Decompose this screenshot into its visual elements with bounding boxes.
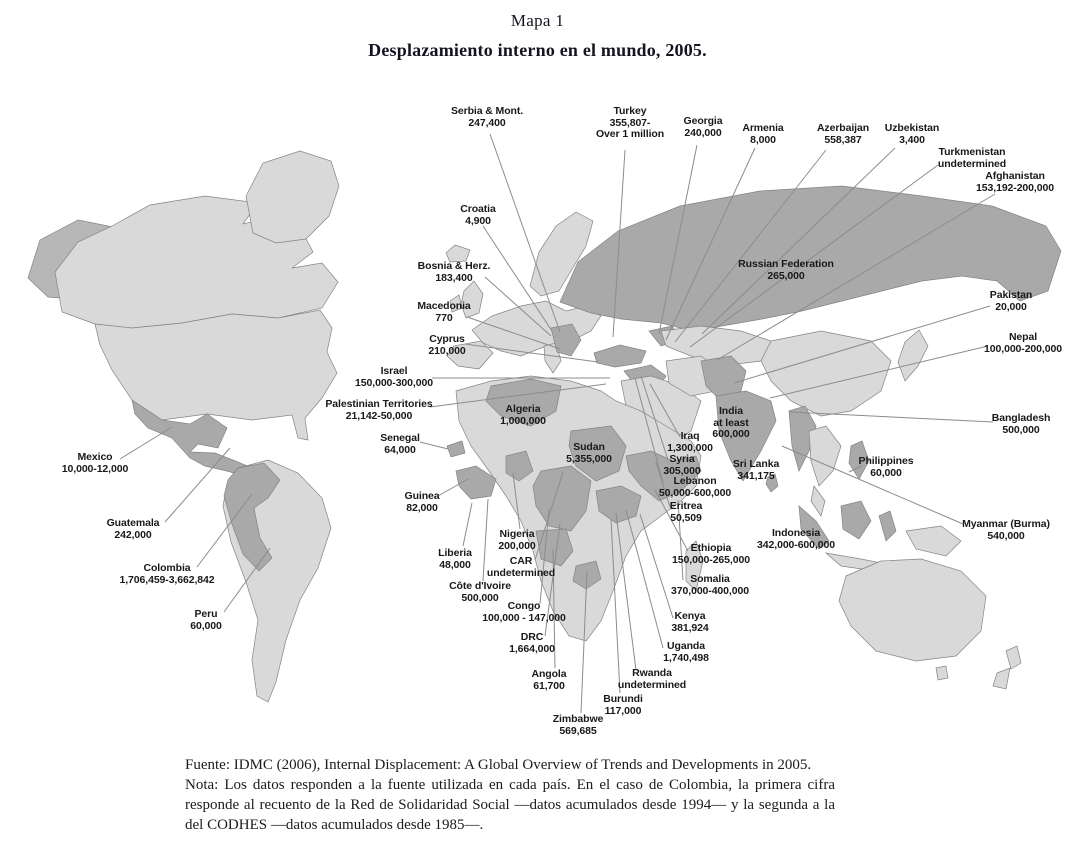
country-label-burundi: Burundi 117,000 [603, 693, 643, 717]
country-label-liberia: Liberia 48,000 [438, 547, 472, 571]
country-label-mexico: Mexico 10,000-12,000 [61, 451, 129, 475]
country-label-india: India at least 600,000 [712, 405, 750, 440]
country-label-iraq: Iraq 1,300,000 [667, 430, 713, 454]
country-label-nepal: Nepal 100,000-200,000 [984, 331, 1062, 355]
country-label-uzbekistan: Uzbekistan 3,400 [884, 122, 940, 146]
country-label-ethiopia: Ethiopia 150,000-265,000 [672, 542, 750, 566]
country-label-algeria: Algeria 1,000,000 [500, 403, 546, 427]
landmass-sulawesi [879, 511, 896, 541]
country-label-bosnia-herzegovina: Bosnia & Herz. 183,400 [417, 260, 491, 284]
country-label-congo: Congo 100,000 - 147,000 [482, 600, 566, 624]
country-label-pakistan: Pakistan 20,000 [989, 289, 1033, 313]
country-label-guatemala: Guatemala 242,000 [106, 517, 160, 541]
country-label-rwanda: Rwanda undetermined [617, 667, 687, 691]
country-label-myanmar-burma: Myanmar (Burma) 540,000 [962, 518, 1050, 542]
leader-line-senegal [420, 442, 448, 449]
country-label-israel: Israel 150,000-300,000 [355, 365, 433, 389]
country-label-uganda: Uganda 1,740,498 [663, 640, 709, 664]
country-label-turkmenistan: Turkmenistan undetermined [937, 146, 1007, 170]
landmass-greenland [246, 151, 339, 243]
landmass-turkey [594, 345, 646, 367]
leader-line-liberia [463, 503, 472, 546]
landmass-new-zealand-south [993, 668, 1010, 689]
landmass-senegal [447, 441, 465, 457]
country-label-sri-lanka: Sri Lanka 341,175 [732, 458, 780, 482]
country-label-car: CAR undetermined [486, 555, 556, 579]
country-label-lebanon: Lebanon 50,000-600,000 [658, 475, 732, 499]
country-label-eritrea: Eritrea 50,509 [669, 500, 703, 524]
landmass-new-zealand-north [1006, 646, 1021, 669]
map-number: Mapa 1 [510, 11, 565, 30]
leader-line-kenya [640, 514, 673, 618]
country-label-syria: Syria 305,000 [663, 453, 701, 477]
country-label-colombia: Colombia 1,706,459-3,662,842 [119, 562, 215, 586]
leader-line-bangladesh [790, 412, 993, 422]
country-label-senegal: Senegal 64,000 [380, 432, 420, 456]
country-label-turkey: Turkey 355,807- Over 1 million [595, 105, 665, 140]
country-label-zimbabwe: Zimbabwe 569,685 [552, 713, 604, 737]
landmass-malay-peninsula [811, 486, 825, 516]
country-label-nigeria: Nigeria 200,000 [498, 528, 536, 552]
country-label-croatia: Croatia 4,900 [460, 203, 496, 227]
data-note: Nota: Los datos responden a la fuente utilizada en cada país. En el caso de Colombia, la primera cifra responde al recuento de la Red de Solidaridad Social —datos acumulados desde 1994— y la segunda a la del CODHES —datos acumulados desde 1985—. [185, 776, 835, 833]
country-label-peru: Peru 60,000 [190, 608, 222, 632]
landmass-indochina [809, 426, 841, 486]
source-note: Fuente: IDMC (2006), Internal Displacement: A Global Overview of Trends and Developments in 2005. [185, 757, 812, 773]
country-label-angola: Angola 61,700 [531, 668, 567, 692]
country-label-georgia: Georgia 240,000 [683, 115, 723, 139]
country-label-drc: DRC 1,664,000 [509, 631, 555, 655]
country-label-serbia-montenegro: Serbia & Mont. 247,400 [450, 105, 524, 129]
country-label-indonesia: Indonesia 342,000-600,000 [757, 527, 835, 551]
country-label-azerbaijan: Azerbaijan 558,387 [816, 122, 870, 146]
country-label-sudan: Sudan 5,355,000 [566, 441, 612, 465]
landmass-japan [898, 330, 928, 381]
country-label-somalia: Somalia 370,000-400,000 [671, 573, 749, 597]
country-label-kenya: Kenya 381,924 [671, 610, 709, 634]
country-label-russian-federation: Russian Federation 265,000 [738, 258, 834, 282]
country-label-guinea: Guinea 82,000 [404, 490, 440, 514]
country-label-macedonia: Macedonia 770 [417, 300, 471, 324]
country-label-bangladesh: Bangladesh 500,000 [991, 412, 1051, 436]
country-label-philippines: Philippines 60,000 [858, 455, 914, 479]
leader-line-serbia-montenegro [490, 134, 560, 332]
map-heading: Desplazamiento interno en el mundo, 2005. [368, 40, 707, 60]
leader-line-uganda [626, 510, 663, 648]
country-label-armenia: Armenia 8,000 [742, 122, 784, 146]
country-label-palestinian-territories: Palestinian Territories 21,142-50,000 [325, 398, 433, 422]
landmass-tasmania [936, 666, 948, 680]
country-label-cote-divoire: Côte d'Ivoire 500,000 [449, 580, 511, 604]
landmass-new-guinea [906, 526, 961, 556]
country-label-cyprus: Cyprus 210,000 [428, 333, 466, 357]
figure-footnotes [185, 756, 835, 836]
landmass-australia [839, 559, 986, 661]
country-label-afghanistan: Afghanistan 153,192-200,000 [976, 170, 1054, 194]
landmass-borneo [841, 501, 871, 539]
